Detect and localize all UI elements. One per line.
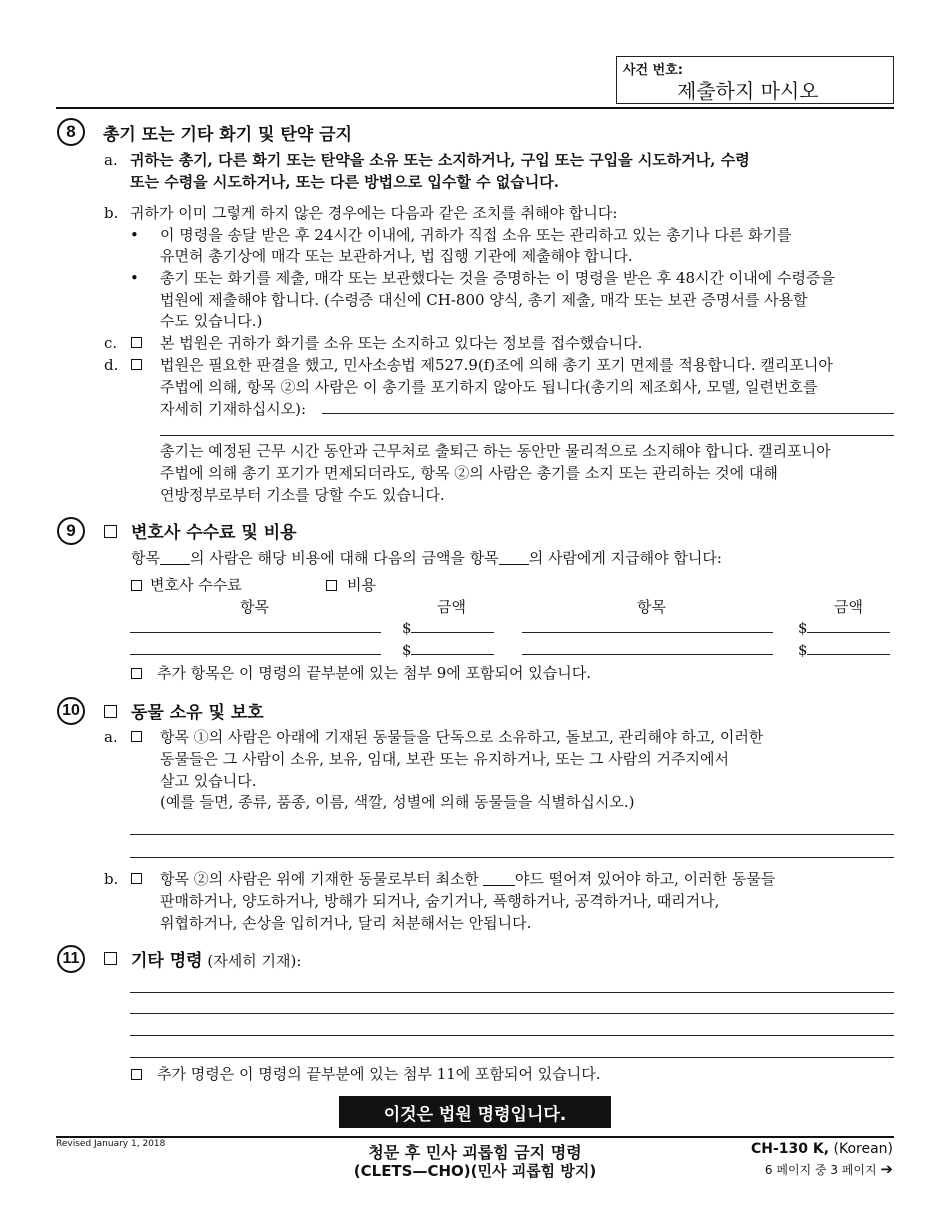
s8d-line3: 자세히 기재하십시오):	[160, 400, 307, 418]
s9-item-line-1[interactable]	[130, 632, 381, 633]
s8b1-line2: 유면허 총기상에 매각 또는 보관하거나, 법 집행 기관에 제출해야 합니다.	[160, 247, 633, 265]
s9-dollar-2: $	[798, 619, 808, 637]
s9-instruction-b: 의 사람은 해당 비용에 대해 다음의 금액을 항목	[189, 549, 499, 567]
footer-form-language: (Korean)	[833, 1141, 893, 1157]
footer-title-2	[300, 1160, 650, 1181]
section-9-title: 변호사 수수료 및 비용	[131, 523, 297, 543]
s9-instruction	[131, 547, 722, 569]
section-10-title: 동물 소유 및 보호	[131, 703, 264, 723]
footer-title-2-rest: (민사 괴롭힘 방지)	[470, 1162, 597, 1180]
s8d-checkbox[interactable]	[131, 359, 142, 370]
header-rule	[56, 107, 894, 109]
s10a-fill-line-1[interactable]	[130, 834, 894, 835]
footer-page-text: 6 페이지 중 3 페이지	[764, 1163, 877, 1177]
s8b2-line1: 총기 또는 화기를 제출, 매각 또는 보관했다는 것을 증명하는 이 명령을 받은 후 48시간 이내에 수령증을	[160, 269, 835, 287]
s8a-line1: 귀하는 총기, 다른 화기 또는 탄약을 소유 또는 소지하거나, 구입 또는 구입을 시도하거나, 수령	[130, 151, 750, 169]
s9-amount-line-4[interactable]	[807, 654, 890, 655]
footer-title-2-bold: (CLETS—CHO)	[353, 1162, 471, 1180]
s9-attach-checkbox[interactable]	[131, 668, 142, 679]
s10b-line1a: 항목 ②의 사람은 위에 기재한 동물로부터 최소한	[160, 870, 479, 888]
s9-item-line-2[interactable]	[522, 632, 773, 633]
footer-page-info	[765, 1160, 893, 1178]
s10b-checkbox[interactable]	[131, 873, 142, 884]
s9-instruction-c: 의 사람에게 지급해야 합니다:	[528, 549, 722, 567]
s9-fees-label: 변호사 수수료	[150, 576, 242, 594]
s8-note-line3: 연방정부로부터 기소를 당할 수도 있습니다.	[160, 486, 445, 504]
s8d-line2: 주법에 의해, 항목 ②의 사람은 이 총기를 포기하지 않아도 됩니다(총기의 제조회사, 모델, 일련번호를	[160, 378, 818, 396]
s10b-line1b: 야드 떨어져 있어야 하고, 이러한 동물들	[514, 870, 776, 888]
s8-note-line1: 총기는 예정된 근무 시간 동안과 근무처로 출퇴근 하는 동안만 물리적으로 소지해야 합니다. 캘리포니아	[160, 442, 831, 460]
case-number-box	[616, 56, 894, 104]
s10-checkbox[interactable]	[104, 705, 117, 718]
s8d-line1: 법원은 필요한 판결을 했고, 민사소송법 제527.9(f)조에 의해 총기 포기 면제를 적용합니다. 캘리포니아	[160, 356, 833, 374]
court-order-banner: 이것은 법원 명령입니다.	[339, 1096, 611, 1128]
section-8-title: 총기 또는 기타 화기 및 탄약 금지	[103, 125, 352, 145]
s9-costs-label: 비용	[347, 576, 376, 594]
case-number-label: 사건 번호:	[623, 63, 683, 78]
s10b-line3: 위협하거나, 손상을 입히거나, 달리 처분해서는 안됩니다.	[160, 914, 532, 932]
section-9-number: 9	[57, 517, 85, 545]
s10a-letter: a.	[104, 728, 118, 746]
s8c-letter: c.	[104, 334, 118, 352]
footer-revised: Revised January 1, 2018	[56, 1139, 166, 1149]
next-page-arrow-icon: ➔	[880, 1160, 893, 1178]
s10a-line3: 살고 있습니다.	[160, 772, 257, 790]
case-number-value: 제출하지 마시오	[677, 79, 819, 103]
s9-fees-checkbox[interactable]	[131, 580, 142, 591]
s8d-fill-line-2[interactable]	[160, 435, 894, 436]
s9-col-item-2: 항목	[637, 598, 666, 616]
section-11-heading	[131, 946, 301, 971]
s8-note-line2: 주법에 의해 총기 포기가 면제되더라도, 항목 ②의 사람은 총기를 소지 또는 관리하는 것에 대해	[160, 464, 778, 482]
s9-instruction-a: 항목	[131, 549, 160, 567]
s8c-text: 본 법원은 귀하가 화기를 소유 또는 소지하고 있다는 정보를 접수했습니다.	[160, 334, 643, 352]
s10b-letter: b.	[104, 870, 119, 888]
s10a-line2: 동물들은 그 사람이 소유, 보유, 임대, 보관 또는 유지하거나, 또는 그 사람의 거주지에서	[160, 750, 729, 768]
s10b-yards-blank[interactable]	[483, 871, 515, 886]
s9-dollar-4: $	[798, 641, 808, 659]
s9-col-amount-2: 금액	[834, 598, 863, 616]
s8b-bullet-2: •	[130, 269, 139, 287]
s9-checkbox[interactable]	[104, 525, 117, 538]
s9-amount-line-1[interactable]	[411, 632, 494, 633]
s11-checkbox[interactable]	[104, 952, 117, 965]
footer-form-id	[751, 1141, 893, 1157]
s8b2-line3: 수도 있습니다.)	[160, 312, 263, 330]
section-10-number: 10	[57, 697, 85, 725]
s10a-fill-line-2[interactable]	[130, 857, 894, 858]
s9-item-blank-1[interactable]	[160, 550, 190, 565]
s8c-checkbox[interactable]	[131, 337, 142, 348]
s8d-fill-line-1[interactable]	[322, 413, 894, 414]
section-8-number: 8	[57, 118, 85, 146]
s9-item-blank-2[interactable]	[499, 550, 529, 565]
s9-dollar-3: $	[402, 641, 412, 659]
s8b-bullet-1: •	[130, 226, 139, 244]
s10b-line1	[160, 868, 775, 890]
s9-attach-text: 추가 항목은 이 명령의 끝부분에 있는 첨부 9에 포함되어 있습니다.	[157, 664, 591, 682]
s9-dollar-1: $	[402, 619, 412, 637]
footer-title-1: 청문 후 민사 괴롭힘 금지 명령	[368, 1143, 582, 1162]
s10b-line2: 판매하거나, 양도하거나, 방해가 되거나, 숨기거나, 폭행하거나, 공격하거나, 때리거나,	[160, 892, 720, 910]
s10a-line4: (예를 들면, 종류, 품종, 이름, 색깔, 성별에 의해 동물들을 식별하십시오.)	[160, 793, 635, 811]
s9-costs-checkbox[interactable]	[326, 580, 337, 591]
s8b2-line2: 법원에 제출해야 합니다. (수령증 대신에 CH-800 양식, 총기 제출, 매각 또는 보관 증명서를 사용할	[160, 291, 808, 309]
section-11-title-suffix: (자세히 기재):	[207, 952, 302, 970]
section-11-title: 기타 명령	[131, 951, 203, 971]
s8b-intro: 귀하가 이미 그렇게 하지 않은 경우에는 다음과 같은 조치를 취해야 합니다:	[130, 204, 618, 222]
s9-item-line-3[interactable]	[130, 654, 381, 655]
footer-rule	[56, 1136, 894, 1138]
s11-attach-text: 추가 명령은 이 명령의 끝부분에 있는 첨부 11에 포함되어 있습니다.	[157, 1065, 601, 1083]
s11-fill-line-3[interactable]	[130, 1035, 894, 1036]
s11-attach-checkbox[interactable]	[131, 1069, 142, 1080]
s10a-line1: 항목 ①의 사람은 아래에 기재된 동물들을 단독으로 소유하고, 돌보고, 관리해야 하고, 이러한	[160, 728, 764, 746]
s9-col-item-1: 항목	[240, 598, 269, 616]
section-11-number: 11	[57, 945, 85, 973]
s8d-letter: d.	[104, 356, 119, 374]
s11-fill-line-1[interactable]	[130, 992, 894, 993]
s9-amount-line-3[interactable]	[411, 654, 494, 655]
s8a-line2: 또는 수령을 시도하거나, 또는 다른 방법으로 입수할 수 없습니다.	[130, 173, 559, 191]
s9-amount-line-2[interactable]	[807, 632, 890, 633]
footer-form-code: CH-130 K,	[750, 1141, 830, 1157]
s8b1-line1: 이 명령을 송달 받은 후 24시간 이내에, 귀하가 직접 소유 또는 관리하고 있는 총기나 다른 화기를	[160, 226, 792, 244]
s11-fill-line-2[interactable]	[130, 1013, 894, 1014]
s11-fill-line-4[interactable]	[130, 1057, 894, 1058]
s8b-letter: b.	[104, 204, 119, 222]
s9-col-amount-1: 금액	[437, 598, 466, 616]
s9-item-line-4[interactable]	[522, 654, 773, 655]
s8a-letter: a.	[104, 151, 118, 169]
s10a-checkbox[interactable]	[131, 731, 142, 742]
